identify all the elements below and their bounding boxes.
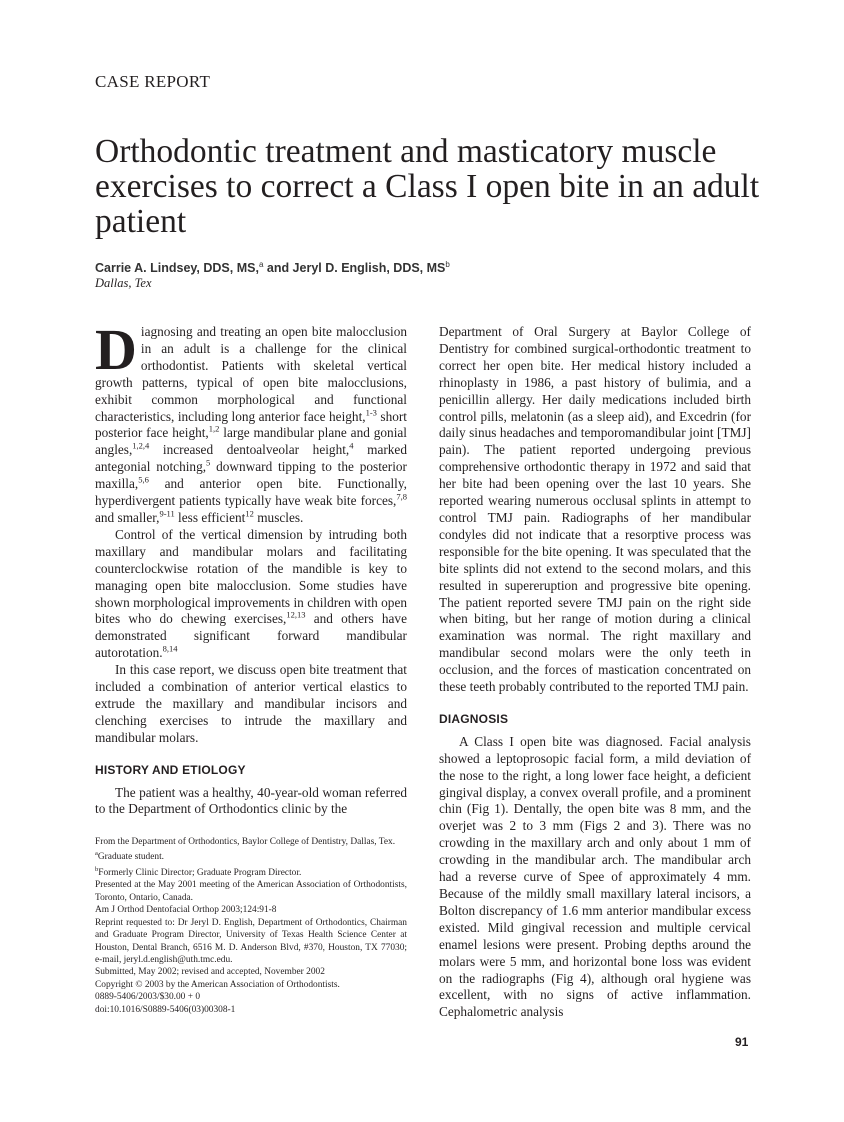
paragraph-text: and others have demonstrated significant forward mandibular autorotation. xyxy=(95,611,407,661)
footnote xyxy=(95,864,407,880)
citation-reference: 4 xyxy=(349,440,354,451)
paragraph-text: iagnosing and treating an open bite malocclusion in an adult is a challenge for the clinical orthodontist. Patients with skeletal vertical growth patterns, typical of open bite malocclusions, exhibit common morphological and functional characteristics, including long anterior face height, xyxy=(95,324,407,424)
citation-reference: 1,2 xyxy=(208,424,220,435)
footnote-text: Submitted, May 2002; revised and accepted, November 2002 xyxy=(95,967,325,978)
footnote-text: From the Department of Orthodontics, Baylor College of Dentistry, Dallas, Tex. xyxy=(95,837,396,847)
body-paragraph xyxy=(95,527,407,662)
footnote-text: Am J Orthod Dentofacial Orthop 2003;124:91-8 xyxy=(95,905,277,916)
paragraph-text: downward tipping to the posterior maxilla, xyxy=(95,459,407,492)
body-paragraph xyxy=(439,324,751,696)
article-title: Orthodontic treatment and masticatory muscle exercises to correct a Class I open bite in an adult patient xyxy=(95,133,760,240)
footnote xyxy=(95,836,407,848)
left-column xyxy=(95,317,407,818)
paragraph-text: marked antegonial notching, xyxy=(95,442,407,475)
author-location: Dallas, Tex xyxy=(95,276,152,290)
paragraph-text: Control of the vertical dimension by intruding both maxillary and mandibular molars and facilitating counterclockwise rotation of the mandible is key to managing open bite malocclusion. Some studies have shown morphological improvements in children with open bites who do chewing exercises, xyxy=(95,526,407,627)
footnote-text: 0889-5406/2003/$30.00 + 0 xyxy=(95,992,201,1003)
body-paragraph xyxy=(95,662,407,747)
right-column xyxy=(439,324,751,1021)
paragraph-text: increased dentoalveolar height, xyxy=(149,442,350,458)
section-heading: HISTORY AND ETIOLOGY xyxy=(95,762,246,777)
footnote xyxy=(95,917,407,967)
citation-reference: 9-11 xyxy=(159,508,175,519)
footnote xyxy=(95,991,407,1003)
footnote-mark: b xyxy=(95,865,99,873)
body-paragraph xyxy=(95,317,407,527)
author-affiliation-mark: a xyxy=(258,260,264,269)
footnote-mark: a xyxy=(95,850,98,858)
author-affiliation-mark: b xyxy=(445,260,450,269)
citation-reference: 1-3 xyxy=(365,407,377,418)
citation-reference: 12 xyxy=(245,508,254,519)
footnote xyxy=(95,904,407,916)
paragraph-text: and anterior open bite. Functionally, hyperdivergent patients typically have weak bite forces, xyxy=(95,476,407,509)
drop-cap: D xyxy=(95,317,137,382)
footnote-text: doi:10.1016/S0889-5406(03)00308-1 xyxy=(95,1004,236,1015)
paragraph-text: Department of Oral Surgery at Baylor College of Dentistry for combined surgical-orthodontic treatment to correct her open bite. Her medical history included a rhinoplasty in 1986, a past history of bulimia, and a penicillin allergy. Her daily medications included birth control pills, melatonin (as a sleep aid), and Excedrin (for daily sinus headaches and temporomandibular joint [TMJ] pain). The patient reported undergoing previous comprehensive orthodontic therapy in 1972 and said that her bite had been opening over the last 10 years. She reported wearing numerous occlusal splints in attempt to control TMJ pain. Radiographs of her mandibular condyles did not indicate that a resorptive process was responsible for the bite opening. It was speculated that the bite splints did not extend to the second molars, and this resulted in supereruption and progressive bite opening. The patient reported severe TMJ pain on the right side when biting, but her range of motion during a clinical examination was normal. The right maxillary and mandibular second molars were the only teeth in occlusion, and the forces of mastication concentrated on these teeth probably contributed to the reported TMJ pain. xyxy=(439,324,751,695)
section-heading: DIAGNOSIS xyxy=(439,711,509,726)
footnote-text: Copyright © 2003 by the American Association of Orthodontists. xyxy=(95,979,340,990)
paragraph-text: In this case report, we discuss open bite treatment that included a combination of anterior vertical elastics to extrude the maxillary and mandibular incisors and clenching exercises to intrude the maxillary and mandibular molars. xyxy=(95,662,407,745)
paragraph-text: A Class I open bite was diagnosed. Facial analysis showed a leptoprosopic facial form, a mild deviation of the nose to the right, a long lower face height, a deficient gingival display, a convex overall profile, and a prominent chin (Fig 1). Dentally, the open bite was 8 mm, and the overjet was 2 to 3 mm (Figs 2 and 3). There was no crowding in the maxillary arch and only about 1 mm of crowding in the mandibular arch. The mandibular arch had a reverse curve of Spee of approximately 4 mm. Because of the mildly small maxillary lateral incisors, a Bolton discrepancy of 1.6 mm anterior mandibular excess existed. Mild gingival recession and multiple cervical enamel lesions were present. Probing depths around the molars were 5 mm, and horizontal bone loss was evident on the radiographs (Fig 4), although oral hygiene was excellent, with no signs of active inflammation. Cephalometric analysis xyxy=(439,733,751,1020)
footnote xyxy=(95,979,407,991)
paragraph-text: less efficient xyxy=(174,509,246,525)
footnote-text: Reprint requested to: Dr Jeryl D. English, Department of Orthodontics, Chairman and Graduate Program Director, University of Texas Health Science Center at Houston, Dental Branch, 6516 M. D. Anderson Blvd, #370, Houston, TX 77030; e-mail, jeryl.d.english@uth.tmc.edu. xyxy=(95,917,407,965)
footnote-text: Presented at the May 2001 meeting of the American Association of Orthodontists, Toronto, Ontario, Canada. xyxy=(95,880,407,903)
paragraph-text: The patient was a healthy, 40-year-old woman referred to the Department of Orthodontics clinic by the xyxy=(95,784,407,817)
footnote xyxy=(95,879,407,904)
author-list xyxy=(95,260,450,275)
footnotes xyxy=(95,836,407,1016)
paragraph-text: muscles. xyxy=(253,509,304,525)
citation-reference: 1,2,4 xyxy=(132,440,150,451)
author-name: Carrie A. Lindsey, DDS, MS, xyxy=(95,261,259,276)
citation-reference: 5,6 xyxy=(138,474,149,485)
section-label: CASE REPORT xyxy=(95,72,211,91)
footnote-text: Graduate student. xyxy=(97,852,165,863)
body-paragraph xyxy=(439,734,751,1021)
page-number: 91 xyxy=(735,1035,749,1049)
author-name: and Jeryl D. English, DDS, MS xyxy=(263,261,446,276)
paragraph-text: and smaller, xyxy=(95,509,160,525)
citation-reference: 5 xyxy=(206,457,211,468)
footnote xyxy=(95,966,407,978)
citation-reference: 7,8 xyxy=(396,491,407,502)
citation-reference: 12,13 xyxy=(286,609,306,620)
paragraph-text: short posterior face height, xyxy=(95,408,407,441)
footnote xyxy=(95,1004,407,1016)
citation-reference: 8,14 xyxy=(162,643,178,654)
footnote xyxy=(95,848,407,864)
paragraph-text: large mandibular plane and gonial angles, xyxy=(95,425,407,458)
footnote-text: Formerly Clinic Director; Graduate Program Director. xyxy=(98,868,302,879)
body-paragraph xyxy=(95,785,407,819)
